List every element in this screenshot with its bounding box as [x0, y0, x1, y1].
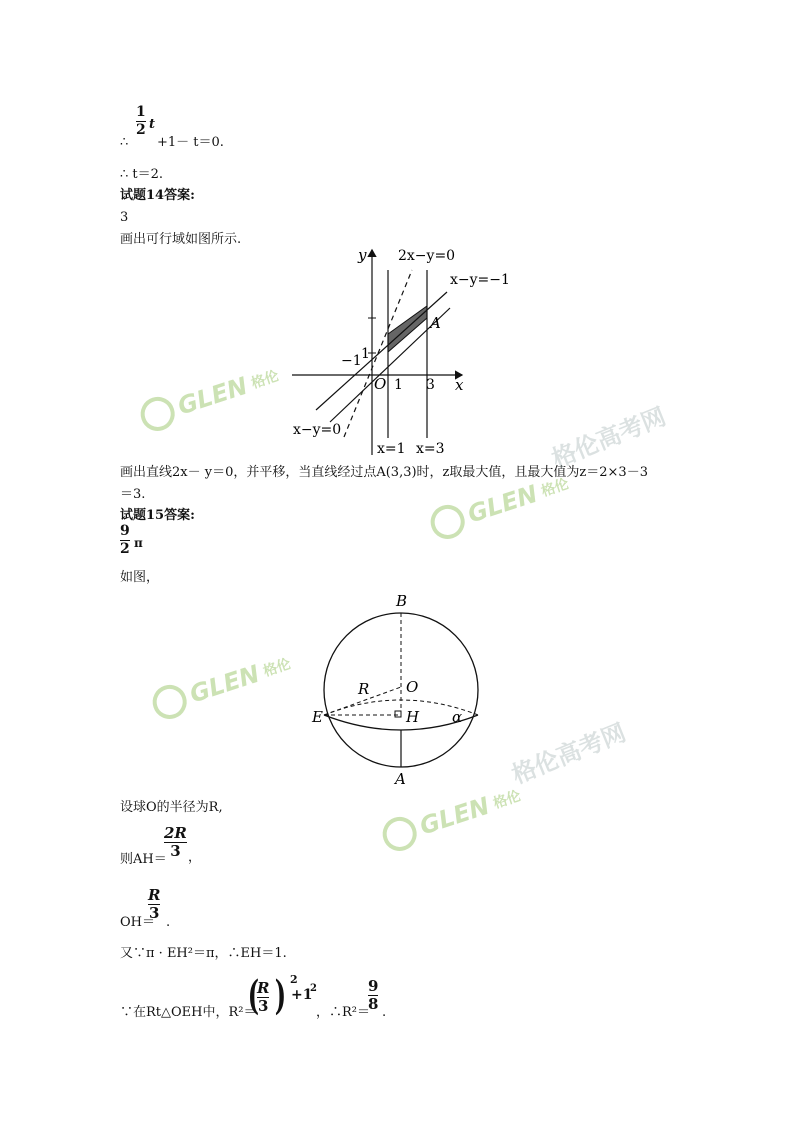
watermark-cn: 格伦 [491, 788, 523, 813]
rt-num: R [257, 979, 270, 997]
right-angle-mark [395, 711, 401, 717]
q15-radius-text: 设球O的半径为R, [120, 800, 223, 815]
watermark-brand: GLEN [464, 479, 542, 529]
q15-answer-fraction [120, 524, 130, 557]
y-axis-label: y [358, 246, 367, 264]
oh-num: R [148, 886, 161, 904]
q15-heading: 试题15答案: [120, 508, 195, 523]
label-x-1: x=1 [377, 441, 406, 457]
ah-den: 3 [170, 842, 181, 860]
watermark-cn: 格伦 [249, 368, 281, 393]
label-r: R [358, 680, 370, 698]
oh-den: 3 [149, 904, 160, 922]
rt-mid: ，∴R²＝ [316, 1005, 370, 1020]
rt-plus-one: +1 [291, 987, 313, 1003]
rt-exp: 2 [290, 973, 298, 986]
feasible-region-figure [280, 240, 520, 460]
ah-num: 2R [164, 824, 187, 842]
watermark-cn: 格伦 [539, 476, 571, 501]
q15-answer-pi: π [134, 536, 143, 550]
label-e: E [312, 708, 323, 726]
sphere-figure [310, 588, 490, 788]
watermark-logo-icon [426, 501, 469, 544]
rt-result-den: 8 [368, 995, 379, 1013]
watermark-site-2: 格伦高考网 [507, 717, 630, 790]
rt-prefix: ∵在Rt△OEH中，R²＝ [120, 1005, 257, 1020]
label-x-y-neg1: x−y=−1 [450, 272, 510, 288]
q15-answer-num: 9 [120, 523, 130, 539]
label-2x-y-0: 2x−y=0 [398, 248, 456, 264]
watermark-3 [148, 647, 295, 724]
rt-exp2: 2 [310, 983, 317, 994]
watermark-brand: GLEN [174, 371, 252, 421]
right-paren: ) [274, 972, 287, 1019]
q15-intro: 如图， [120, 570, 160, 585]
ah-fraction [164, 826, 187, 859]
oh-prefix: OH＝ [120, 915, 155, 930]
rt-fraction [257, 981, 269, 1014]
fraction-half [136, 105, 146, 138]
x-axis-label: x [455, 376, 464, 394]
feasible-region [388, 306, 427, 352]
watermark-logo-icon [148, 681, 191, 724]
label-alpha: α [452, 708, 463, 726]
watermark-1 [136, 359, 283, 436]
fraction-num: 1 [136, 104, 146, 120]
equation-line-1: +1－ t＝0. [157, 135, 224, 150]
tick-label-y1: 1 [361, 346, 370, 362]
tick-label-x3: 3 [426, 377, 435, 393]
q15-answer-den: 2 [120, 541, 130, 557]
label-h: H [406, 708, 420, 726]
ah-prefix: 则AH＝ [120, 852, 167, 867]
watermark-cn: 格伦 [261, 656, 293, 681]
fraction-var: t [149, 117, 156, 132]
fraction-den: 2 [136, 122, 146, 138]
q14-heading: 试题14答案: [120, 188, 195, 203]
ah-suffix: ， [188, 850, 202, 865]
rt-result-num: 9 [368, 977, 379, 995]
q14-explain-1: 画出直线2x－ y＝0，并平移，当直线经过点A(3,3)时，z取最大值，且最大值为z＝2×3－3 [120, 465, 648, 480]
q14-explain-2: ＝3. [120, 487, 146, 502]
left-paren: ( [247, 972, 260, 1019]
rt-paren-expression [244, 972, 318, 1023]
label-b: B [396, 592, 408, 610]
tick-label-x1: 1 [394, 377, 403, 393]
equation-line-2: ∴ t＝2. [120, 167, 164, 182]
tick-label-neg1: −1 [341, 353, 362, 369]
label-origin: O [374, 375, 387, 393]
rt-result-fraction [368, 979, 378, 1012]
rt-den: 3 [258, 997, 269, 1015]
watermark-logo-icon [136, 393, 179, 436]
watermark-brand: GLEN [416, 791, 494, 841]
eh-equation: 又∵π · EH²＝π，∴EH＝1. [120, 946, 287, 961]
watermark-brand: GLEN [186, 659, 264, 709]
watermark-site-1: 格伦高考网 [547, 401, 670, 474]
rt-suffix: . [382, 1005, 387, 1020]
label-a: A [395, 770, 406, 788]
label-x-3: x=3 [416, 441, 445, 457]
label-x-y-0: x−y=0 [293, 422, 342, 438]
watermark-4 [378, 779, 525, 856]
q14-answer: 3 [120, 210, 129, 225]
therefore-symbol: ∴ [120, 135, 129, 150]
label-o: O [406, 678, 419, 696]
label-point-a: A [430, 314, 441, 332]
oh-suffix: . [166, 915, 171, 930]
watermark-logo-icon [378, 813, 421, 856]
q14-intro: 画出可行域如图所示. [120, 232, 242, 247]
